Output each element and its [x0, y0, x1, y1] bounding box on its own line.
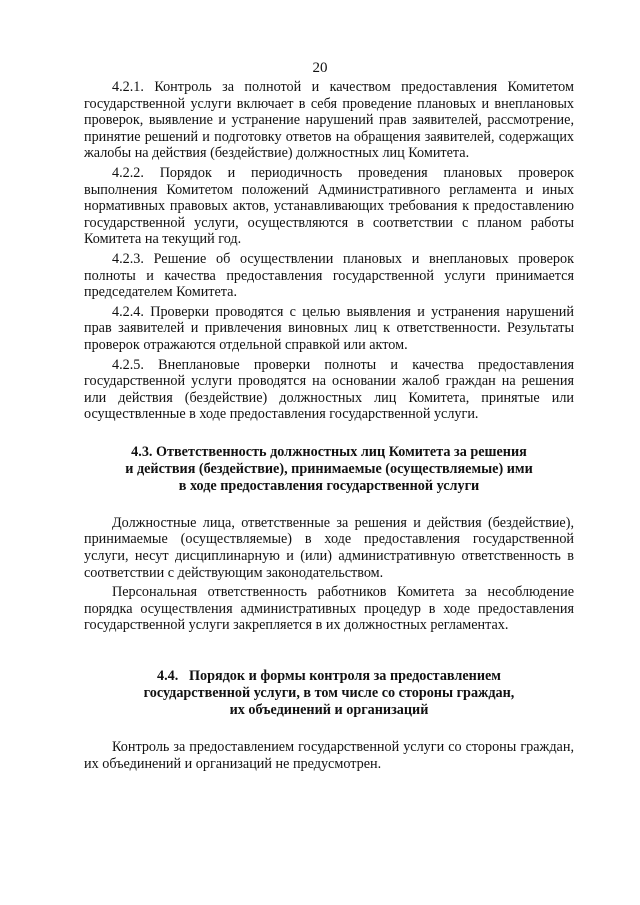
paragraph-4-2-4: 4.2.4. Проверки проводятся с целью выявления и устранения нарушений прав заявителей и привлечения виновных лиц к ответственности. Результаты проверок отражаются отдельной справкой или актом.: [84, 303, 574, 353]
section-heading-4-3: [84, 444, 574, 495]
heading-line: государственной услуги, в том числе со стороны граждан,: [143, 685, 515, 702]
paragraph-4-2-2: 4.2.2. Порядок и периодичность проведения плановых проверок выполнения Комитетом положений Административного регламента и иных нормативных правовых актов, устанавливающих требования к предоставлению государственной услуги, осуществляются в соответствии с планом работы Комитета на текущий год.: [84, 164, 574, 248]
paragraph-4-2-1: 4.2.1. Контроль за полнотой и качеством предоставления Комитетом государственной услуги включает в себя проведение плановых и внеплановых проверок, выявление и устранение нарушений прав заявителей, рассмотрение, принятие решений и подготовку ответов на обращения заявителей, содержащих жалобы на действия (бездействие) должностных лиц Комитета.: [84, 79, 574, 162]
document-body: [84, 79, 574, 772]
page-number: 20: [312, 60, 328, 76]
heading-line: 4.3. Ответственность должностных лиц Комитета за решения: [131, 443, 527, 460]
paragraph-4-2-5: 4.2.5. Внеплановые проверки полноты и качества предоставления государственной услуги проводятся на основании жалоб граждан на решения или действия (бездействие) должностных лиц Комитета, принятые или осуществленные в ходе предоставления государственной услуги.: [84, 356, 574, 423]
paragraph-4-3-2: Персональная ответственность работников Комитета за несоблюдение порядка осуществления административных процедур в ходе предоставления государственной услуги закрепляется в их должностных регламентах.: [84, 584, 574, 634]
paragraph-4-3-1: Должностные лица, ответственные за решения и действия (бездействие), принимаемые (осуществляемые) в ходе предоставления государственной услуги, несут дисциплинарную и (или) административную ответственность в соответствии с действующим законодательством.: [84, 514, 574, 581]
paragraph-4-4-1: Контроль за предоставлением государственной услуги со стороны граждан, их объединений и организаций не предусмотрен.: [84, 739, 574, 772]
paragraph-4-2-3: 4.2.3. Решение об осуществлении плановых и внеплановых проверок полноты и качества предоставления государственной услуги принимается председателем Комитета.: [84, 250, 574, 301]
heading-line: 4.4. Порядок и формы контроля за предоставлением: [157, 668, 501, 685]
heading-line: в ходе предоставления государственной услуги: [178, 477, 480, 494]
heading-line: их объединений и организаций: [229, 702, 429, 719]
section-heading-4-4: [84, 668, 574, 719]
heading-line: и действия (бездействие), принимаемые (осуществляемые) ими: [125, 460, 533, 477]
